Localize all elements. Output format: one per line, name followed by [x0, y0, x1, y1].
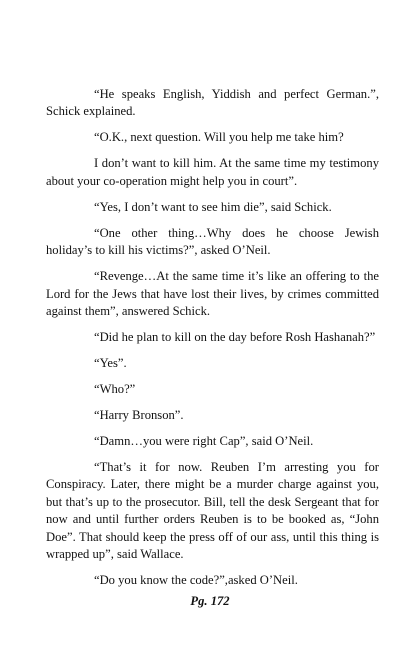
paragraph: I don’t want to kill him. At the same time my testimony about your co-operation might help you in court”. [46, 156, 379, 188]
paragraph: “Revenge…At the same time it’s like an offering to the Lord for the Jews that have lost their lives, by crimes committed against them”, answered Schick. [46, 269, 379, 319]
paragraph: “Yes”. [94, 356, 127, 371]
paragraph: “One other thing…Why does he choose Jewish holiday’s to kill his victims?”, asked O’Neil. [46, 225, 379, 258]
paragraph: “Harry Bronson”. [94, 408, 184, 423]
paragraph: “That’s it for now. Reuben I’m arresting you for Conspiracy. Later, there might be a murder charge against you, but that’s up to the prosecutor. Bill, tell the desk Sergeant that for now and until further orders Reuben is to be booked as, “John Doe”. That should keep the press off of our ass, until this thing is wrapped up”, said Wallace. [46, 460, 379, 562]
paragraph: “Did he plan to kill on the day before Rosh Hashanah?” [94, 330, 376, 345]
paragraph: “Do you know the code?”,asked O’Neil. [94, 573, 298, 588]
paragraph: “Damn…you were right Cap”, said O’Neil. [94, 434, 314, 449]
body-text [46, 86, 379, 598]
paragraph: “He speaks English, Yiddish and perfect German.”, Schick explained. [46, 87, 379, 119]
page-number: Pg. 172 [190, 594, 230, 608]
paragraph: “Yes, I don’t want to see him die”, said Schick. [94, 199, 332, 214]
paragraph: “Who?” [94, 382, 136, 397]
paragraph: “O.K., next question. Will you help me take him? [94, 130, 344, 145]
